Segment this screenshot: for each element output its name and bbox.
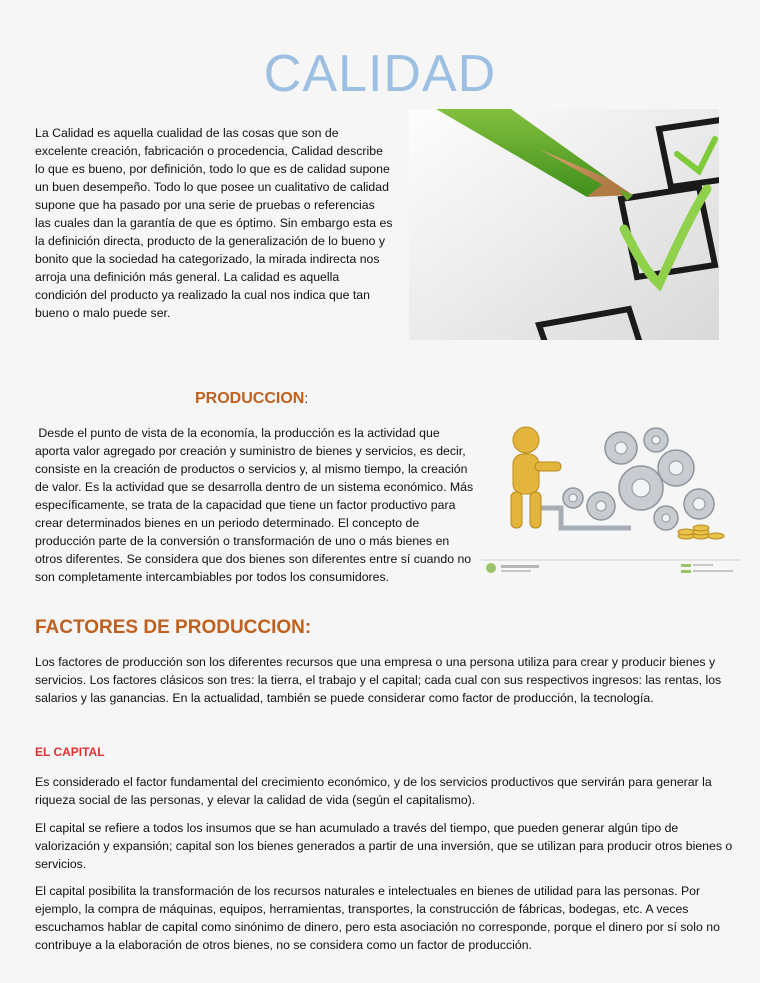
checklist-illustration [409,109,719,340]
capital-heading: EL CAPITAL [35,745,105,759]
capital-paragraph-3: El capital posibilita la transformación de los recursos naturales e intelectuales en bienes de utilidad para las personas. Por ejemplo, la compra de máquinas, equipos, herramientas, transportes, la construcción de fábricas, bodegas, etc. A veces escuchamos hablar de capital como sinónimo de dinero, pero esta asociación no corresponde, porque el dinero por sí solo no contribuye a la elaboración de otros bienes, no se considera como un factor de producción. [35,884,720,952]
produccion-heading-colon: : [304,390,309,406]
calidad-paragraph: La Calidad es aquella cualidad de las cosas que son de excelente creación, fabricación o procedencia, Calidad describe lo que es bueno, por definición, todo lo que es de calidad supone un buen desempeño. Todo lo que posee un cualitativo de calidad supone que ha pasado por una serie de pruebas o referencias las cuales dan la garantía de que es óptimo. Sin embargo esta es la definición directa, producto de la generalización de lo bueno y bonito que la sociedad ha categorizado, la mirada indirecta nos arroja una definición más general. La calidad es aquella condición del producto ya realizado la cual nos indica que tan bueno o malo puede ser. [35,126,393,320]
produccion-heading [195,390,308,408]
page-title: CALIDAD [263,45,497,103]
capital-paragraph-1: Es considerado el factor fundamental del crecimiento económico, y de los servicios productivos que servirán para generar la riqueza social de las personas, y elevar la calidad de vida (según el capitalismo). [35,775,712,807]
gears-worker-image [481,418,740,580]
pencil-checklist-image [409,109,719,340]
produccion-heading-text: PRODUCCION [195,390,305,407]
produccion-paragraph: Desde el punto de vista de la economía, la producción es la actividad que aporta valor agregado por creación y suministro de bienes y servicios, es decir, consiste en la creación de productos o servicios y, al mismo tiempo, la creación de valor. Es la actividad que se desarrolla dentro de un sistema económico. Más específicamente, se trata de la capacidad que tiene un factor productivo para crear determinados bienes en un periodo determinado. El concepto de producción parte de la conversión o transformación de uno o más bienes en otros diferentes. Se considera que dos bienes son diferentes entre sí cuando no son completamente intercambiables por todos los consumidores. [35,426,477,584]
capital-paragraph-2: El capital se refiere a todos los insumos que se han acumulado a través del tiempo, que pueden generar algún tipo de valorización y expansión; capital son los bienes generados a partir de una inversión, que se utilizan para producir otros bienes o servicios. [35,821,733,871]
gears-illustration [481,418,740,580]
factores-heading: FACTORES DE PRODUCCION: [35,617,312,638]
factores-paragraph: Los factores de producción son los diferentes recursos que una empresa o una persona utiliza para crear y producir bienes y servicios. Los factores clásicos son tres: la tierra, el trabajo y el capital; cada cual con sus respectivos ingresos: las rentas, los salarios y las ganancias. En la actualidad, también se puede considerar como factor de producción, la tecnología. [35,655,722,705]
